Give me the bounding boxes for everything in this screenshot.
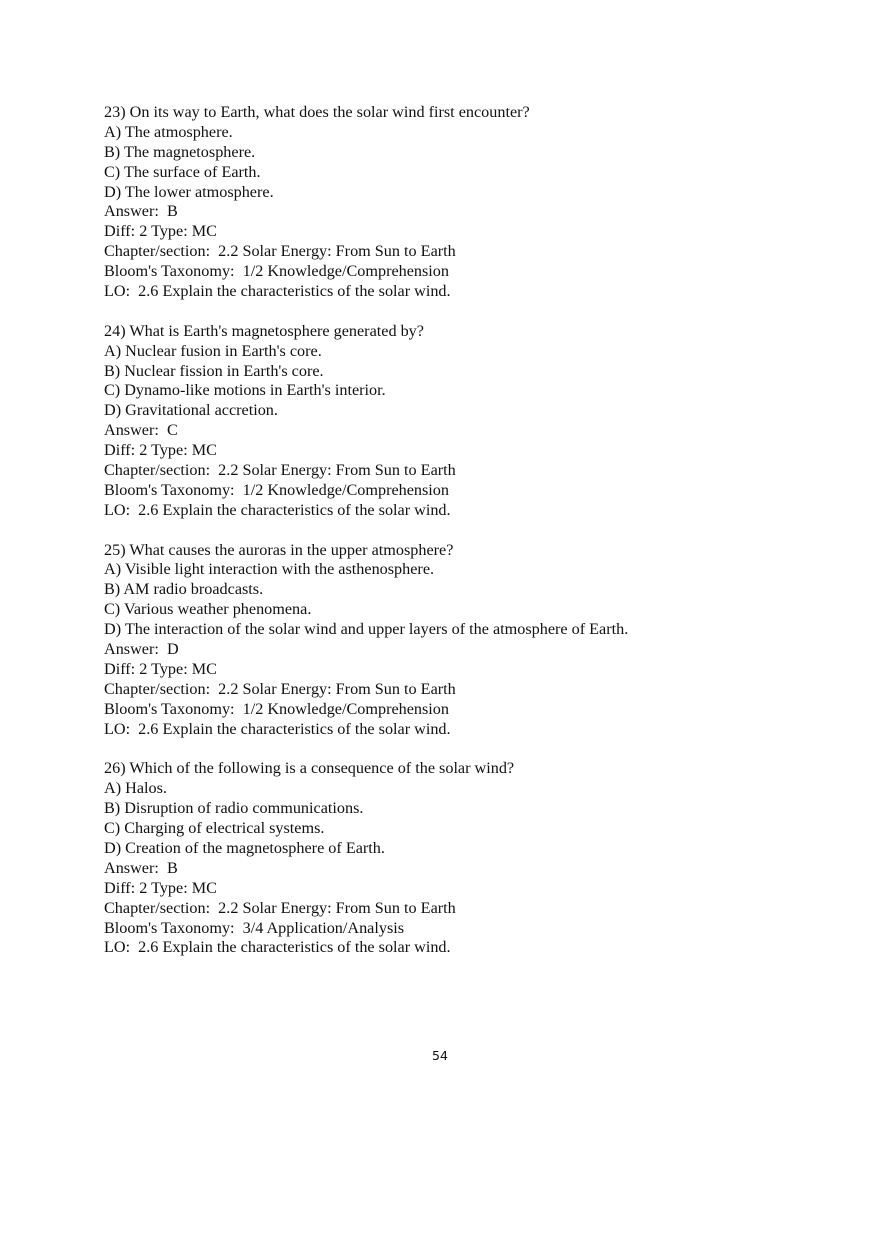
question-block-26 xyxy=(104,759,804,958)
option-d: D) Creation of the magnetosphere of Earth. xyxy=(104,838,385,857)
chapter-section-line: Chapter/section: 2.2 Solar Energy: From Sun to Earth xyxy=(104,242,456,261)
answer-line: Answer: D xyxy=(104,640,179,659)
question-block-25 xyxy=(104,541,804,740)
option-c: C) The surface of Earth. xyxy=(104,162,261,181)
chapter-section-line: Chapter/section: 2.2 Solar Energy: From Sun to Earth xyxy=(104,679,456,698)
bloom-taxonomy-line: Bloom's Taxonomy: 1/2 Knowledge/Comprehension xyxy=(104,699,449,718)
question-stem: 23) On its way to Earth, what does the solar wind first encounter? xyxy=(104,103,530,121)
option-b: B) Disruption of radio communications. xyxy=(104,799,364,818)
question-stem: 26) Which of the following is a consequence of the solar wind? xyxy=(104,759,515,778)
difficulty-line: Diff: 2 Type: MC xyxy=(104,878,217,897)
option-c: C) Dynamo-like motions in Earth's interior. xyxy=(104,381,386,400)
option-c: C) Charging of electrical systems. xyxy=(104,819,325,838)
difficulty-line: Diff: 2 Type: MC xyxy=(104,441,217,460)
learning-objective-line: LO: 2.6 Explain the characteristics of the solar wind. xyxy=(104,500,451,519)
question-list xyxy=(104,103,804,978)
option-d: D) Gravitational accretion. xyxy=(104,401,278,420)
difficulty-line: Diff: 2 Type: MC xyxy=(104,222,217,241)
option-d: D) The interaction of the solar wind and upper layers of the atmosphere of Earth. xyxy=(104,620,629,639)
question-stem: 24) What is Earth's magnetosphere generated by? xyxy=(104,321,424,340)
answer-line: Answer: B xyxy=(104,858,178,877)
bloom-taxonomy-line: Bloom's Taxonomy: 1/2 Knowledge/Comprehension xyxy=(104,262,449,281)
answer-line: Answer: C xyxy=(104,421,178,440)
difficulty-line: Diff: 2 Type: MC xyxy=(104,659,217,678)
question-stem: 25) What causes the auroras in the upper atmosphere? xyxy=(104,540,454,559)
question-block-24 xyxy=(104,322,804,521)
learning-objective-line: LO: 2.6 Explain the characteristics of the solar wind. xyxy=(104,282,451,301)
option-a: A) Visible light interaction with the asthenosphere. xyxy=(104,560,435,579)
answer-line: Answer: B xyxy=(104,202,178,221)
option-a: A) Nuclear fusion in Earth's core. xyxy=(104,341,322,360)
question-block-23 xyxy=(104,103,804,302)
page-number: 54 xyxy=(432,1048,448,1063)
option-b: B) AM radio broadcasts. xyxy=(104,580,264,599)
option-b: B) Nuclear fission in Earth's core. xyxy=(104,361,324,380)
option-a: A) Halos. xyxy=(104,779,167,798)
option-c: C) Various weather phenomena. xyxy=(104,600,312,619)
chapter-section-line: Chapter/section: 2.2 Solar Energy: From Sun to Earth xyxy=(104,461,456,480)
option-d: D) The lower atmosphere. xyxy=(104,182,274,201)
option-b: B) The magnetosphere. xyxy=(104,142,256,161)
learning-objective-line: LO: 2.6 Explain the characteristics of the solar wind. xyxy=(104,719,451,738)
bloom-taxonomy-line: Bloom's Taxonomy: 1/2 Knowledge/Comprehension xyxy=(104,480,449,499)
bloom-taxonomy-line: Bloom's Taxonomy: 3/4 Application/Analysis xyxy=(104,918,405,937)
chapter-section-line: Chapter/section: 2.2 Solar Energy: From Sun to Earth xyxy=(104,898,456,917)
learning-objective-line: LO: 2.6 Explain the characteristics of the solar wind. xyxy=(104,938,451,957)
option-a: A) The atmosphere. xyxy=(104,122,233,141)
